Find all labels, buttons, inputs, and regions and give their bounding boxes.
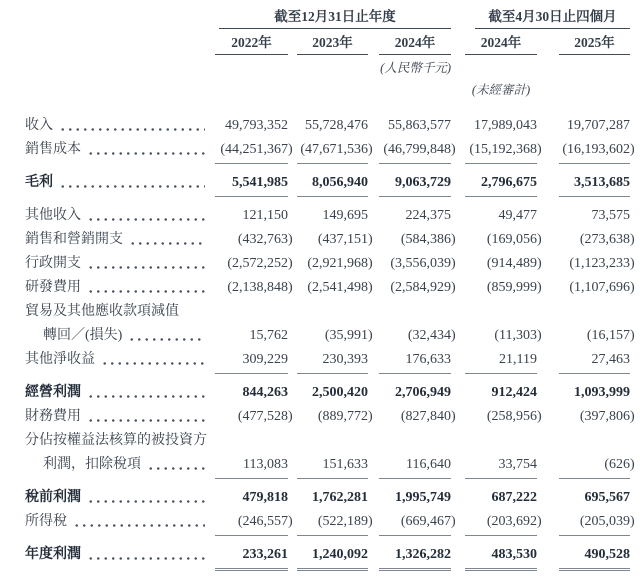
value-cell: 121,150 [242, 208, 288, 223]
value-cell: 49,477 [498, 208, 537, 223]
value-cell: 1,995,749 [395, 490, 451, 505]
value-cell: (2,541,498) [307, 280, 373, 295]
value-cell: (11,303) [494, 328, 542, 343]
row-label: 利潤，扣除稅項 [43, 457, 141, 472]
period-group-annual: 截至12月31日止年度 [219, 8, 451, 29]
row-label: 其他淨收益 [25, 352, 95, 367]
currency-unit-note: (人民幣千元) [380, 61, 451, 75]
dot-leader [126, 326, 205, 346]
row-label-cell [25, 173, 215, 193]
row-label: 毛利 [25, 175, 53, 190]
value-cell: (15,192,368) [465, 140, 537, 164]
table-row [25, 374, 630, 403]
table-row [25, 536, 630, 571]
dot-leader [85, 545, 205, 565]
row-label: 稅前利潤 [25, 490, 81, 505]
table-row [25, 322, 635, 346]
value-cell: (1,123,233) [569, 256, 635, 271]
period-group-header-row [25, 8, 630, 29]
table-body [25, 112, 635, 571]
value-cell: (2,584,929) [390, 280, 456, 295]
row-label-cell [25, 383, 215, 403]
row-label-cell [25, 140, 215, 160]
value-cell: 2,706,949 [395, 385, 451, 400]
table-row [25, 136, 635, 164]
row-label-cell [25, 488, 215, 508]
value-cell: (47,671,536) [297, 140, 368, 164]
row-label-cell [25, 278, 215, 298]
value-cell: 151,633 [297, 455, 368, 479]
value-cell: (205,039) [559, 512, 630, 536]
row-label-cell [25, 545, 215, 565]
value-cell: (626) [559, 455, 630, 479]
value-cell: 149,695 [322, 208, 368, 223]
row-label: 年度利潤 [25, 547, 81, 562]
value-cell: 1,326,282 [379, 545, 451, 571]
row-label-cell [25, 302, 215, 322]
value-cell: 1,762,281 [312, 490, 368, 505]
value-cell: 55,728,476 [305, 118, 368, 133]
year-column-header: 2024年 [379, 35, 451, 55]
table-row [25, 479, 630, 508]
value-cell: 1,240,092 [297, 545, 368, 571]
value-cell: 27,463 [559, 350, 630, 374]
value-cell: 8,056,940 [297, 173, 368, 197]
value-cell: 15,762 [249, 328, 288, 343]
value-cell: (859,999) [486, 280, 542, 295]
value-cell: 49,793,352 [225, 118, 288, 133]
value-cell: 33,754 [465, 455, 537, 479]
row-label: 財務費用 [25, 409, 81, 424]
table-row [25, 403, 635, 427]
table-row [25, 226, 635, 250]
value-cell: (827,840) [400, 409, 456, 424]
value-cell: 17,989,043 [474, 118, 537, 133]
value-cell: 309,229 [215, 350, 288, 374]
table-row [25, 164, 630, 197]
row-label: 研發費用 [25, 280, 81, 295]
row-label-cell [25, 116, 215, 136]
year-column-header: 2025年 [559, 35, 630, 55]
dot-leader [71, 512, 205, 532]
table-row [25, 250, 635, 274]
value-cell: (32,434) [407, 328, 456, 343]
row-label-cell [25, 455, 215, 475]
row-label-cell [25, 350, 215, 370]
dot-leader [85, 383, 205, 403]
value-cell: 230,393 [297, 350, 368, 374]
value-cell: (246,557) [215, 512, 288, 536]
value-cell: 479,818 [242, 490, 288, 505]
table-row [25, 298, 630, 322]
year-column-header: 2023年 [297, 35, 368, 55]
row-label-cell [25, 206, 215, 226]
table-row [25, 451, 635, 479]
value-cell: 687,222 [491, 490, 537, 505]
row-label-cell [25, 431, 215, 451]
value-cell: 695,567 [584, 490, 630, 505]
table-row [25, 427, 630, 451]
dot-leader [57, 116, 205, 136]
value-cell: (16,157) [586, 328, 635, 343]
dot-leader [85, 254, 205, 274]
value-cell: 9,063,729 [379, 173, 451, 197]
row-label: 銷售成本 [25, 142, 81, 157]
value-cell: (16,193,602) [559, 140, 630, 164]
value-cell: (669,467) [379, 512, 451, 536]
value-cell: 224,375 [405, 208, 451, 223]
row-label: 分佔按權益法核算的被投資方 [25, 433, 207, 448]
dot-leader [85, 407, 205, 427]
value-cell: 5,541,985 [215, 173, 288, 197]
dot-leader [127, 230, 205, 250]
value-cell: 3,513,685 [559, 173, 630, 197]
unaudited-note-row [25, 76, 630, 98]
value-cell: (2,572,252) [227, 256, 293, 271]
row-label-cell [25, 326, 215, 346]
value-cell: 1,093,999 [574, 385, 630, 400]
row-label: 所得稅 [25, 514, 67, 529]
value-cell: (35,991) [324, 328, 373, 343]
table-row [25, 197, 630, 226]
value-cell: (437,151) [317, 232, 373, 247]
year-column-header: 2022年 [215, 35, 288, 55]
dot-leader [145, 455, 205, 475]
row-label: 其他收入 [25, 208, 81, 223]
year-column-header: 2024年 [465, 35, 537, 55]
value-cell: (169,056) [486, 232, 542, 247]
row-label: 銷售和營銷開支 [25, 232, 123, 247]
row-label-cell [25, 512, 215, 532]
dot-leader [57, 173, 205, 193]
dot-leader [85, 206, 205, 226]
value-cell: (477,528) [237, 409, 293, 424]
table-row [25, 112, 630, 136]
value-cell: (522,189) [297, 512, 368, 536]
value-cell: 2,500,420 [312, 385, 368, 400]
value-cell: 19,707,287 [567, 118, 630, 133]
value-cell: (46,799,848) [379, 140, 451, 164]
value-cell: (1,107,696) [569, 280, 635, 295]
dot-leader [99, 350, 205, 370]
value-cell: 55,863,577 [388, 118, 451, 133]
value-cell: 21,119 [465, 350, 537, 374]
row-label-cell [25, 230, 215, 250]
row-label: 轉回／(損失) [43, 328, 123, 343]
value-cell: 73,575 [591, 208, 630, 223]
row-label-cell [25, 407, 215, 427]
unit-note-row [25, 55, 630, 76]
row-label: 經營利潤 [25, 385, 81, 400]
value-cell: (432,763) [237, 232, 293, 247]
unaudited-note: (未經審計) [471, 83, 531, 97]
value-cell: 483,530 [465, 545, 537, 571]
value-cell: (3,556,039) [390, 256, 456, 271]
value-cell: 233,261 [215, 545, 288, 571]
row-label: 收入 [25, 118, 53, 133]
value-cell: 490,528 [559, 545, 630, 571]
value-cell: (397,806) [579, 409, 635, 424]
value-cell: (2,921,968) [307, 256, 373, 271]
row-label: 行政開支 [25, 256, 81, 271]
value-cell: (44,251,367) [215, 140, 288, 164]
table-row [25, 346, 630, 374]
row-label: 貿易及其他應收款項減值 [25, 304, 179, 319]
value-cell: 116,640 [379, 455, 451, 479]
value-cell: 912,424 [491, 385, 537, 400]
table-row [25, 508, 635, 536]
value-cell: (889,772) [317, 409, 373, 424]
year-header-row [25, 29, 630, 55]
dot-leader [85, 488, 205, 508]
value-cell: (584,386) [400, 232, 456, 247]
value-cell: (914,489) [486, 256, 542, 271]
value-cell: (203,692) [465, 512, 537, 536]
value-cell: 2,796,675 [465, 173, 537, 197]
value-cell: (2,138,848) [227, 280, 293, 295]
value-cell: (273,638) [579, 232, 635, 247]
value-cell: 113,083 [215, 455, 288, 479]
value-cell: 844,263 [242, 385, 288, 400]
table-row [25, 274, 635, 298]
period-group-fourmonths: 截至4月30日止四個月 [475, 8, 630, 29]
dot-leader [85, 140, 205, 160]
dot-leader [85, 278, 205, 298]
value-cell: 176,633 [379, 350, 451, 374]
value-cell: (258,956) [486, 409, 542, 424]
row-label-cell [25, 254, 215, 274]
